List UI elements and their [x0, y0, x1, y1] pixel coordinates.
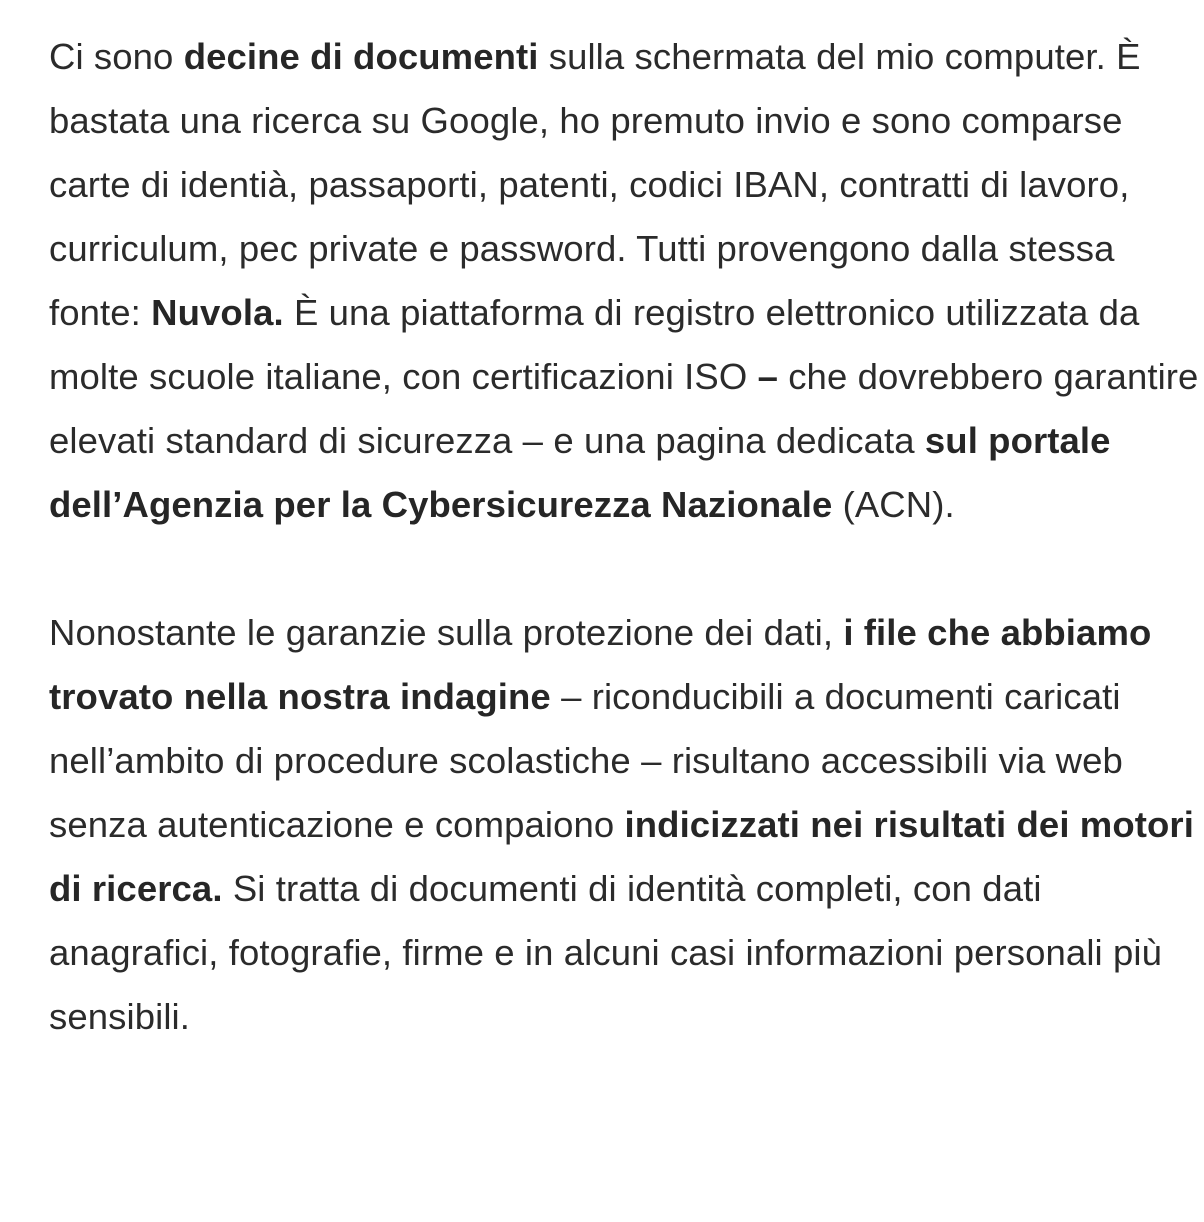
text-run: – riconducibili a documenti caricati nell’ambito di procedure scolastiche – risultano accessibili via web senza autenticazione e compaiono	[49, 676, 1123, 845]
bold-indexed-search: indicizzati nei risultati dei motori di ricerca.	[49, 804, 1194, 909]
bold-files-found: i file che abbiamo trovato nella nostra indagine	[49, 612, 1152, 717]
text-run: Si tratta di documenti di identità completi, con dati anagrafici, fotografie, firme e in alcuni casi informazioni personali più sensibili.	[49, 868, 1162, 1037]
bold-dash: –	[757, 356, 778, 397]
bold-nuvola: Nuvola.	[151, 292, 284, 333]
article-body	[49, 25, 1199, 1049]
bold-decine-di-documenti: decine di documenti	[183, 36, 539, 77]
bold-acn-portal: sul portale dell’Agenzia per la Cybersicurezza Nazionale	[49, 420, 1111, 525]
paragraph-findings	[49, 601, 1199, 1049]
paragraph-intro	[49, 25, 1199, 537]
text-run: (ACN).	[832, 484, 955, 525]
text-run: che dovrebbero garantire elevati standard di sicurezza – e una pagina dedicata	[49, 356, 1199, 461]
text-run: Ci sono	[49, 36, 184, 77]
text-run: Nonostante le garanzie sulla protezione dei dati,	[49, 612, 844, 653]
text-run: È una piattaforma di registro elettronico utilizzata da molte scuole italiane, con certificazioni ISO	[49, 292, 1140, 397]
text-run: sulla schermata del mio computer. È bastata una ricerca su Google, ho premuto invio e sono comparse carte di identià, passaporti, patenti, codici IBAN, contratti di lavoro, curriculum, pec private e password. Tutti provengono dalla stessa fonte:	[49, 36, 1141, 333]
